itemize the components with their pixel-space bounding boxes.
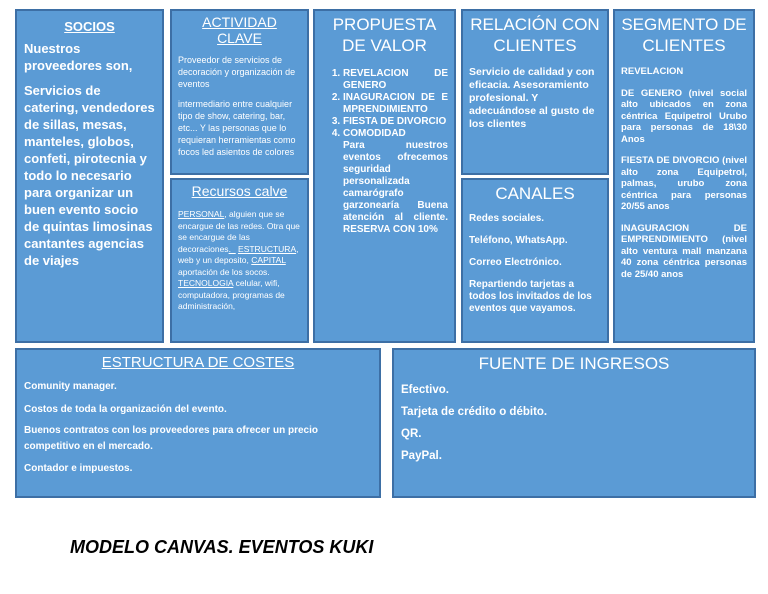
- socios-line-1: Nuestros proveedores son,: [24, 41, 133, 73]
- segmento-clientes-block: [613, 9, 755, 343]
- recursos-clave-block: [170, 178, 309, 343]
- canales-item: Correo Electrónico.: [469, 257, 562, 268]
- recursos-clave-text: [178, 209, 301, 313]
- costes-item: Comunity manager.: [24, 381, 117, 392]
- socios-title: SOCIOS: [64, 19, 115, 34]
- costes-item: Buenos contratos con los proveedores para ofrecer un precio competitivo en el mercado.: [24, 425, 318, 452]
- propuesta-item: 1. REVELACION DE GENERO: [343, 68, 448, 92]
- actividad-clave-p2: intermediario entre cualquier tipo de show, catering, bar, etc... Y las personas que lo requieran herramientas como focos led asientos de colores: [178, 99, 296, 157]
- canales-item: Redes sociales.: [469, 213, 545, 224]
- actividad-clave-block: [170, 9, 309, 175]
- estructura-text: , web y un deposito,: [178, 243, 299, 265]
- canales-item: Teléfono, WhatsApp.: [469, 235, 568, 246]
- propuesta-list: [321, 68, 448, 140]
- canvas-caption: MODELO CANVAS. EVENTOS KUKI: [70, 537, 374, 557]
- capital-label: CAPITAL: [251, 255, 286, 265]
- ingresos-item: QR.: [401, 428, 422, 440]
- propuesta-tail: Para nuestros eventos ofrecemos seguridad personalizada camarógrafo garzonearía Buena atención al cliente. RESERVA CON 10%: [343, 140, 448, 235]
- socios-block: [15, 9, 164, 343]
- actividad-clave-p1: Proveedor de servicios de decoración y organización de eventos: [178, 55, 296, 89]
- canales-block: [461, 178, 609, 343]
- tecnologia-text: celular, wifi, computadora, programas de administración,: [178, 278, 285, 311]
- propuesta-valor-block: [313, 9, 456, 343]
- personal-label: PERSONAL: [178, 209, 225, 219]
- propuesta-item: 2. INAGURACION DE EMPRENDIMIENTO: [343, 92, 448, 116]
- segmento-item: INAGURACION DE EMPRENDIMIENTO (nivel alto ventura mall manzana 40 zona céntrica personas de 25/40 anos: [621, 222, 747, 280]
- estructura-costes-block: [15, 348, 381, 498]
- costes-item: Contador e impuestos.: [24, 463, 133, 474]
- costes-item: Costos de toda la organización del evento.: [24, 404, 227, 415]
- fuente-ingresos-block: [392, 348, 756, 498]
- personal-end: ._: [228, 243, 236, 254]
- relacion-clientes-title: RELACIÓN CON CLIENTES: [470, 15, 600, 55]
- segmento-clientes-title: SEGMENTO DE CLIENTES: [621, 15, 747, 55]
- actividad-clave-title: ACTIVIDAD CLAVE: [202, 14, 277, 46]
- estructura-label: ESTRUCTURA: [238, 243, 297, 254]
- relacion-clientes-block: [461, 9, 609, 175]
- canales-item: Repartiendo tarjetas a todos los invitados de los eventos que vayamos.: [469, 279, 592, 314]
- recursos-clave-title: Recursos calve: [191, 183, 288, 199]
- canales-title: CANALES: [495, 184, 575, 203]
- capital-text: aportación de los socos.: [178, 266, 270, 277]
- propuesta-valor-title: PROPUESTA DE VALOR: [332, 15, 437, 55]
- segmento-item: REVELACION: [621, 66, 684, 77]
- estructura-costes-title: ESTRUCTURA DE COSTES: [101, 354, 295, 371]
- relacion-clientes-text: Servicio de calidad y con eficacia. Asesoramiento profesional. Y adecuándose al gusto de los clientes: [469, 66, 595, 130]
- ingresos-item: Tarjeta de crédito o débito.: [401, 406, 548, 418]
- ingresos-item: Efectivo.: [401, 384, 449, 396]
- propuesta-item: 4. COMODIDAD: [343, 128, 448, 140]
- segmento-item: DE GENERO (nivel social alto ubicados en zona céntrica Equipetrol Urubo para personas de 18\30 Anos: [621, 87, 747, 145]
- tecnologia-label: TECNOLOGIA: [178, 278, 234, 288]
- socios-line-2: Servicios de catering, vendedores de sillas, mesas, manteles, globos, confeti, pirotecnia y todo lo necesario para organizar un buen evento socio de quintas limosinas cantantes agencias de viajes: [24, 83, 155, 268]
- ingresos-item: PayPal.: [401, 450, 442, 462]
- propuesta-item: 3. FIESTA DE DIVORCIO: [343, 116, 448, 128]
- personal-text: , alguien que se encargue de las redes. Otra que se encargue de las decoraciones: [178, 209, 300, 254]
- fuente-ingresos-title: FUENTE DE INGRESOS: [478, 354, 670, 373]
- segmento-item: FIESTA DE DIVORCIO (nivel alto zona Equipetrol, palmas, urubo zona céntrica para personas 20/55 anos: [621, 155, 747, 212]
